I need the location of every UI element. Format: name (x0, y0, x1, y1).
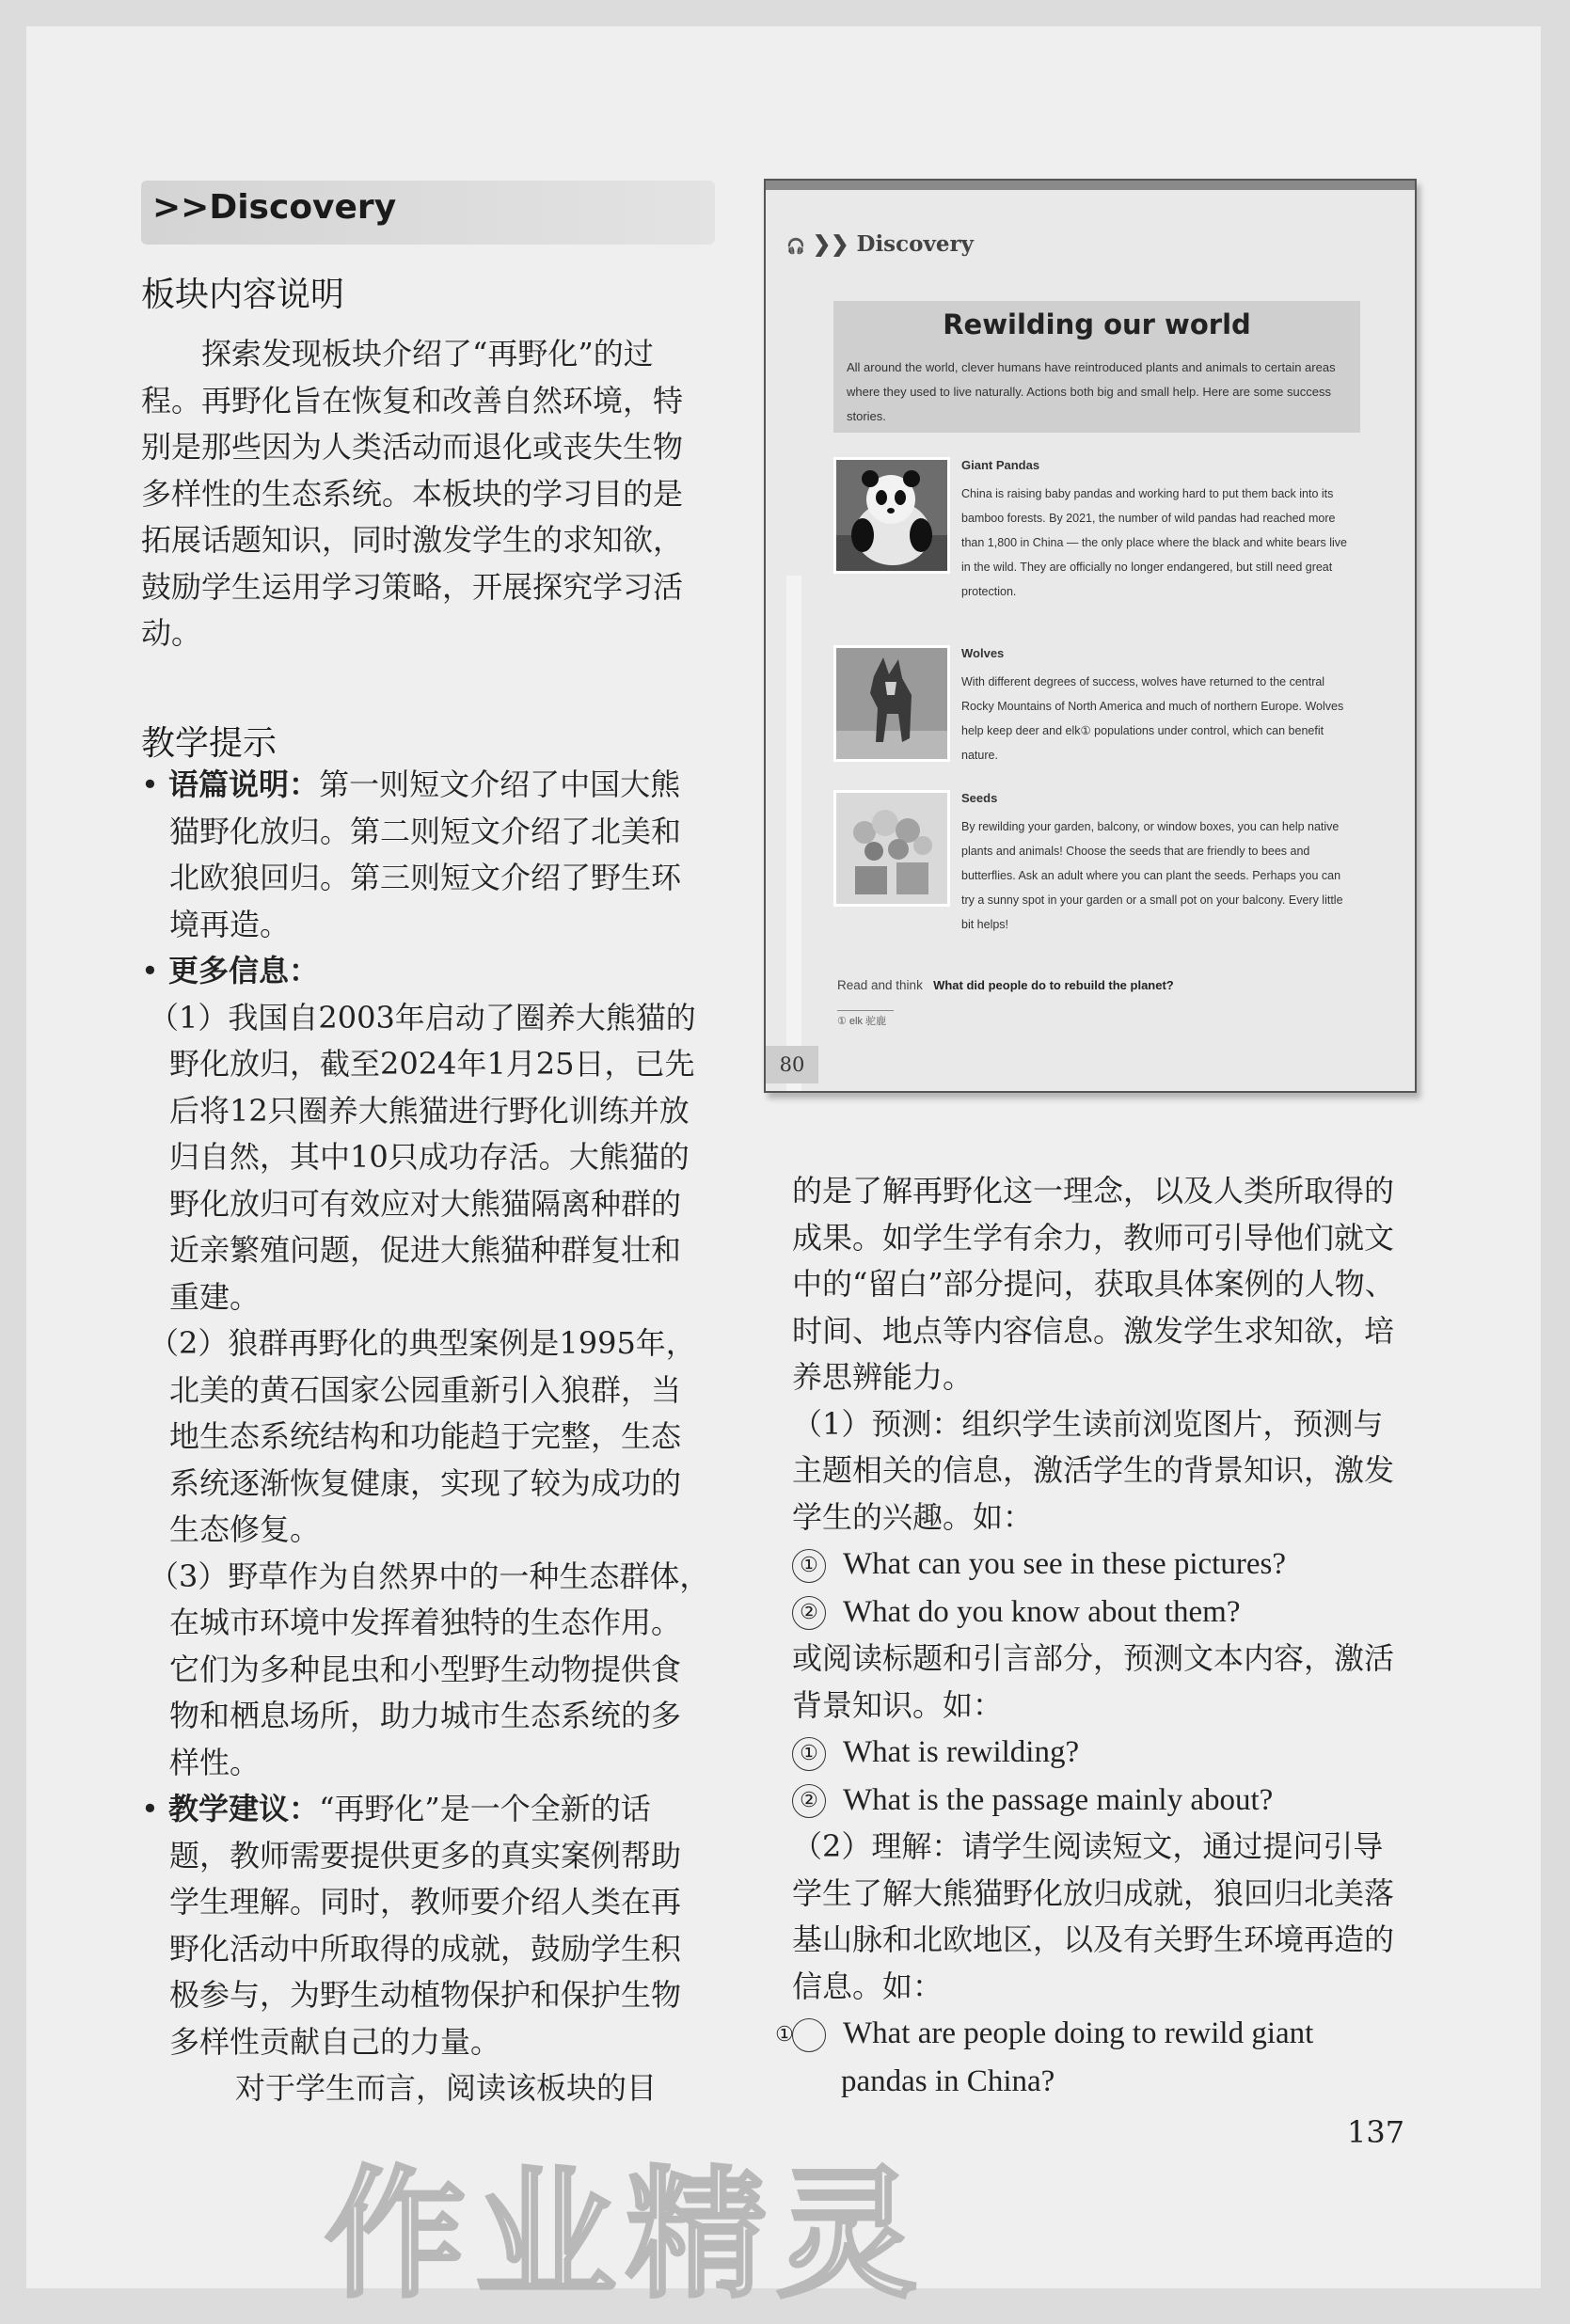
headphones-icon: 🎧 (786, 237, 805, 255)
wolf-photo (833, 645, 950, 762)
question-text: What is rewilding? (843, 1735, 1080, 1769)
bullet-more-info: • 更多信息： (141, 953, 320, 988)
watermark: 作业精灵 (325, 2154, 928, 2317)
section-seeds-title: Seeds (961, 791, 998, 805)
textbook-title: Rewilding our world (943, 308, 1251, 340)
or-read-paragraph: 或阅读标题和引言部分，预测文本内容，激活背景知识。如： (792, 1640, 1395, 1723)
circled-number: ② (792, 1784, 826, 1818)
circled-number: ① (792, 1737, 826, 1771)
section-pandas-title: Giant Pandas (961, 458, 1040, 472)
bullet-label: 教学建议： (168, 1791, 320, 1826)
question-text: What can you see in these pictures? (843, 1547, 1286, 1581)
bullet-discourse: • 语篇说明：第一则短文介绍了中国大熊猫野化放归。第二则短文介绍了北美和北欧狼回归。第三则短文介绍了野生环境再造。 (141, 767, 682, 942)
textbook-footnote: ① elk 驼鹿 (837, 1010, 894, 1028)
section-wolves-title: Wolves (961, 646, 1005, 660)
bullet-label: 更多信息： (168, 953, 320, 988)
question-item (792, 1729, 1403, 1777)
bullet-text: “再野化”是一个全新的话题，教师需要提供更多的真实案例帮助学生理解。同时，教师要介绍人类在再野化活动中所取得的成就，鼓励学生积极参与，为野生动植物保护和保护生物多样性贡献自己的力量。 (169, 1791, 682, 2060)
right-column (775, 1168, 1403, 2105)
info-item-2: （2）狼群再野化的典型案例是1995年，北美的黄石国家公园重新引入狼群，当地生态系统结构和功能趋于完整，生态系统逐渐恢复健康，实现了较为成功的生态修复。 (149, 1325, 696, 1547)
info-item-1: （1）我国自2003年启动了圈养大熊猫的野化放归，截至2024年1月25日，已先后将12只圈养大熊猫进行野化训练并放归自然，其中10只成功存活。大熊猫的野化放归可有效应对大熊猫隔离种群的近亲繁殖问题，促进大熊猫种群复壮和重建。 (149, 999, 696, 1315)
understand-paragraph: （2）理解：请学生阅读短文，通过提问引导学生了解大熊猫野化放归成就，狼回归北美落基山脉和北欧地区，以及有关野生环境再造的信息。如： (792, 1828, 1395, 2004)
textbook-page-number: 80 (766, 1046, 818, 1083)
section-title-content: 板块内容说明 (141, 276, 345, 314)
paragraph-continued: 的是了解再野化这一理念，以及人类所取得的成果。如学生学有余力，教师可引导他们就文中的“留白”部分提问，获取具体案例的人物、时间、地点等内容信息。激发学生求知欲，培养思辨能力。 (792, 1173, 1395, 1395)
bullet-label: 语篇说明： (168, 767, 320, 802)
question-item (792, 1589, 1403, 1636)
question-text: What do you know about them? (843, 1594, 1241, 1629)
textbook-page (764, 179, 1417, 1093)
tips-block (141, 762, 710, 2112)
bullet-suggestion: • 教学建议：“再野化”是一个全新的话题，教师需要提供更多的真实案例帮助学生理解。同时，教师要介绍人类在再野化活动中所取得的成就，鼓励学生积极参与，为野生动植物保护和保护生物多样性贡献自己的力量。 (141, 1791, 682, 2060)
page-number: 137 (1347, 2114, 1405, 2150)
question-item (775, 2010, 1403, 2105)
section-pandas (961, 453, 1356, 604)
discovery-header: >>Discovery (152, 188, 397, 227)
section-seeds (961, 786, 1356, 937)
textbook-header (786, 231, 974, 257)
section-wolves-text: With different degrees of success, wolves have returned to the central Rocky Mountains of North America and much of northern Europe. Wolves help keep deer and elk① populations under control, which can benefit nature. (961, 675, 1344, 762)
section-wolves (961, 641, 1356, 767)
question-text: What is the passage mainly about? (843, 1782, 1274, 1817)
predict-paragraph: （1）预测：组织学生读前浏览图片，预测与主题相关的信息，激活学生的背景知识，激发学生的兴趣。如： (792, 1405, 1395, 1535)
section-content-paragraph: 探索发现板块介绍了“再野化”的过程。再野化旨在恢复和改善自然环境，特别是那些因为人类活动而退化或丧失生物多样性的生态系统。本板块的学习目的是拓展话题知识，同时激发学生的求知欲，鼓励学生运用学习策略，开展探究学习活动。 (141, 336, 684, 651)
section-title-tips: 教学提示 (141, 724, 278, 763)
circled-number: ② (792, 1596, 826, 1630)
flowers-photo (833, 790, 950, 907)
read-and-think-label: Read and think (837, 978, 923, 992)
read-and-think-question: What did people do to rebuild the planet? (933, 978, 1174, 992)
textbook-top-bar (766, 181, 1415, 190)
circled-number: ① (792, 1549, 826, 1583)
bullet-text: 第一则短文介绍了中国大熊猫野化放归。第二则短文介绍了北美和北欧狼回归。第三则短文介绍了野生环境再造。 (169, 767, 682, 942)
info-item-3: （3）野草作为自然界中的一种生态群体，在城市环境中发挥着独特的生态作用。它们为多种昆虫和小型野生动物提供食物和栖息场所，助力城市生态系统的多样性。 (149, 1557, 710, 1780)
closing-paragraph-start: 对于学生而言，阅读该板块的目 (235, 2070, 658, 2106)
textbook-intro: All around the world, clever humans have reintroduced plants and animals to certain areas where they used to live naturally. Actions both big and small help. Here are some success stories. (847, 360, 1336, 423)
read-and-think (837, 978, 1174, 992)
textbook-side-stripe (786, 576, 801, 1093)
textbook-title-box (833, 301, 1360, 433)
question-text: What are people doing to rewild giant pandas in China? (841, 2016, 1314, 2098)
circled-number: ① (792, 2018, 826, 2052)
question-item (792, 1777, 1403, 1825)
double-chevron-icon: ❯❯ (812, 231, 849, 257)
question-item (792, 1541, 1403, 1589)
textbook-header-label: Discovery (856, 231, 974, 257)
panda-photo (833, 457, 950, 574)
section-pandas-text: China is raising baby pandas and working hard to put them back into its bamboo forests. By 2021, the number of wild pandas had reached more than 1,800 in China — the only place where the black and white bears live in the wild. They are officially no longer endangered, but still need great protection. (961, 487, 1347, 598)
section-seeds-text: By rewilding your garden, balcony, or window boxes, you can help native plants and animals! Choose the seeds that are friendly to bees and butterflies. Ask an adult where you can plant the seeds. Perhaps you can try a sunny spot in your garden or a small pot on your balcony. Every little bit helps! (961, 820, 1343, 931)
